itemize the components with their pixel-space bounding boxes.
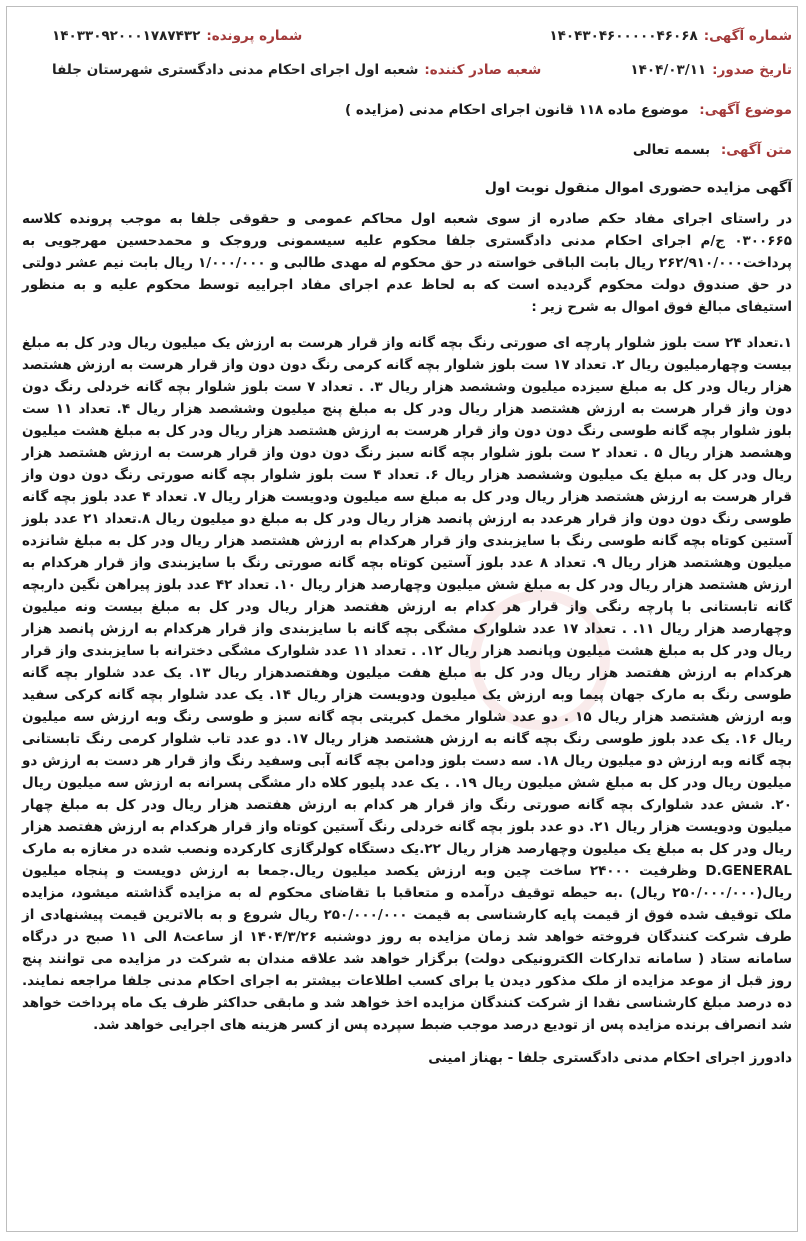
text-label: متن آگهی:: [720, 142, 792, 158]
case-number-label: شماره پرونده:: [206, 28, 303, 44]
subject-line: [22, 102, 792, 118]
text-value: بسمه تعالی: [632, 142, 711, 158]
case-number: [52, 28, 302, 44]
issuer-label: شعبه صادر کننده:: [424, 62, 542, 78]
announcement-heading: آگهی مزایده حضوری اموال منقول نوبت اول: [484, 180, 792, 196]
issue-date-label: تاریخ صدور:: [712, 62, 792, 78]
subject-value: موضوع ماده ۱۱۸ قانون اجرای احکام مدنی (مزایده ): [345, 102, 689, 118]
items-paragraph: ۱.تعداد ۲۴ ست بلوز شلوار پارچه ای صورتی رنگ بچه گانه واز قرار هرست به ارزش یک میلیون ریال ودر کل به مبلغ بیست وچهارمیلیون ریال ۲. تعداد ۱۷ ست بلوز شلوار بچه گانه کرمی رنگ دون دون واز قرار هرست به ارزش هشتصد هزار ریال ودر کل به مبلغ سیزده میلیون وششصد هزار ریال ۳. . تعداد ۷ ست بلوز شلوار بچه گانه خردلی رنگ دون دون واز قرار هرست به ارزش هشتصد هزار ریال ودر کل به مبلغ پنج میلیون وششصد هزار ریال ۴. تعداد ۱۱ ست بلوز شلوار بچه گانه طوسی رنگ دون دون واز قرار هرست به ارزش هشتصد هزار ریال ودر کل به مبلغ هشت میلیون وهشصد هزار ریال ۵ . تعداد ۲ ست بلوز شلوار بچه گانه سبز رنگ دون دون واز قرار هرست به ارزش هشتصد هزار ریال ودر کل به مبلغ یک میلیون وششصد هزار ریال ۶. تعداد ۴ ست بلوز شلوار بچه گانه صورتی رنگ دون دون واز قرار هرست به ارزش هشتصد هزار ریال ودر کل به مبلغ سه میلیون ودویست هزار ریال ۷. تعداد ۴ عدد بلوز بچه گانه طوسی رنگ دون دون واز قرار هرعدد به ارزش پانصد هزار ریال ودر کل به مبلغ دو میلیون ریال ۸.تعداد ۲۱ عدد بلوز آستین کوتاه بچه گانه طوسی رنگ با سایزبندی واز قرار هرکدام به ارزش هشتصد هزار ریال ودر کل به مبلغ شانزده میلیون وهشتصد هزار ریال ۹. تعداد ۸ عدد بلوز آستین کوتاه بچه گانه صورتی رنگ با سایزبندی واز قرار هرکدام به ارزش هشتصد هزار ریال ودر کل به مبلغ شش میلیون وچهارصد هزار ریال ۱۰. تعداد ۴۲ عدد بلوز پیراهن نگین داربچه گانه تابستانی با پارچه رنگی واز قرار هر کدام به ارزش هفتصد هزار ریال ودر کل به مبلغ بیست ونه میلیون وچهارصد هزار ریال ۱۱. . تعداد ۱۷ عدد شلوارک مشگی بچه گانه با سایزبندی واز قرار هرکدام به ارزش پانصد هزار ریال ودر کل به مبلغ هشت میلیون وپانصد هزار ریال ۱۲. . تعداد ۱۱ عدد شلوارک مشگی دخترانه با سایزبندی واز قرار هرکدام به ارزش هفتصد هزار ریال ودر کل به مبلغ هفت میلیون وهفتصدهزار ریال ۱۳. یک عدد شلوار بچه گانه طوسی رنگ به مارک جهان پیما وبه ارزش یک میلیون ودویست هزار ریال ۱۴. یک عدد شلوار بچه گانه کرکی سفید وبه ارزش هشتصد هزار ریال ۱۵ . دو عدد شلوار مخمل کبریتی بچه گانه سبز و طوسی رنگ وبه ارزش سه میلیون ریال ۱۶. یک عدد بلوز طوسی رنگ بچه گانه به ارزش هشتصد هزار ریال ۱۷. دو عدد تاب شلوار کرمی رنگ تابستانی بچه گانه وبه ارزش دو میلیون ریال ۱۸. سه دست بلوز ودامن بچه گانه آبی وسفید رنگ واز قرار هر دست به ارزش دو میلیون ریال ودر کل به مبلغ شش میلیون ریال ۱۹. . یک عدد پلیور کلاه دار مشگی پسرانه به ارزش سه میلیون ریال ۲۰. شش عدد شلوارک بچه گانه صورتی رنگ واز قرار هر کدام به ارزش هفتصد هزار ریال ودر کل به مبلغ چهار میلیون ودویست هزار ریال ۲۱. دو عدد بلوز بچه گانه خردلی رنگ آستین کوتاه واز قرار هرکدام به ارزش هفتصد هزار ریال ودر کل به مبلغ یک میلیون وچهارصد هزار ریال ۲۲.یک دستگاه کولرگازی کارکرده ونصب شده در مغازه به مارک D.GENERAL وظرفیت ۲۴۰۰۰ ساخت چین وبه ارزش یکصد میلیون ریال.جمعا به ارزش دویست و پنجاه میلیون ریال(۲۵۰/۰۰۰/۰۰۰ ریال) .به حیطه توقیف درآمده و متعاقبا با تقاضای محکوم له به مزایده گذاشته میشود، مزایده ملک توقیف شده فوق از قیمت پایه کارشناسی به قیمت ۲۵۰/۰۰۰/۰۰۰ ریال شروع و به بالاترین قیمت پیشنهادی از طرف شرکت کنندگان فروخته خواهد شد زمان مزایده به روز دوشنبه ۱۴۰۴/۳/۲۶ از ساعت۸ الی ۱۱ صبح در درگاه سامانه ستاد ( سامانه تدارکات الکترونیکی دولت) برگزار خواهد شد علاقه مندان به شرکت در مزایده می توانند پنج روز قبل از موعد مزایده از ملک مذکور دیدن یا برای کسب اطلاعات بیشتر به اجرای احکام مدنی جلفا مراجعه نمایند. ده درصد مبلغ کارشناسی نقدا از شرکت کنندگان مزایده اخذ خواهد شد و مابقی حداکثر ظرف یک ماه پرداخت خواهد شد انصراف برنده مزایده پس از تودیع درصد موجب ضبط سپرده پس از کسر هزینه های اجرایی خواهد شد.: [22, 335, 793, 1033]
text-line: [22, 142, 792, 158]
ad-number: [549, 28, 792, 44]
case-number-value: ۱۴۰۳۳۰۹۲۰۰۰۱۷۸۷۴۳۲: [52, 28, 201, 44]
subject-label: موضوع آگهی:: [699, 102, 792, 118]
intro-paragraph: در راستای اجرای مفاد حکم صادره از سوی شعبه اول محاکم عمومی و حقوقی جلفا به موجب پرونده کلاسه ۰۳۰۰۶۶۵ ج/م اجرای احکام مدنی دادگستری جلفا محکوم علیه سیسمونی وروجک و محمدحسین مهرجویی به پرداخت۲۶۲/۹۱۰/۰۰۰ ریال بابت الباقی خواسته در حق محکوم له مهدی طالبی و ۱/۰۰۰/۰۰۰ ریال بابت نیم عشر دولتی در حق صندوق دولت محکوم گردیده است که به لحاظ عدم اجرای مفاد اجراییه توسط محکوم علیه و به منظور استیفای مبالغ فوق اموال به شرح زیر :: [22, 211, 792, 315]
ad-number-value: ۱۴۰۴۳۰۴۶۰۰۰۰۰۴۶۰۶۸: [549, 28, 698, 44]
issuer-value: شعبه اول اجرای احکام مدنی دادگستری شهرستان جلفا: [52, 62, 419, 78]
ad-number-label: شماره آگهی:: [703, 28, 792, 44]
issue-date: [630, 62, 792, 78]
issuer: [52, 62, 541, 78]
issue-date-value: ۱۴۰۴/۰۳/۱۱: [630, 62, 707, 78]
signature: دادورز اجرای احکام مدنی دادگستری جلفا - بهناز امینی: [428, 1050, 792, 1066]
announcement-document: [22, 28, 792, 1066]
meta-row-2: [22, 62, 792, 78]
meta-row-1: [22, 28, 792, 44]
